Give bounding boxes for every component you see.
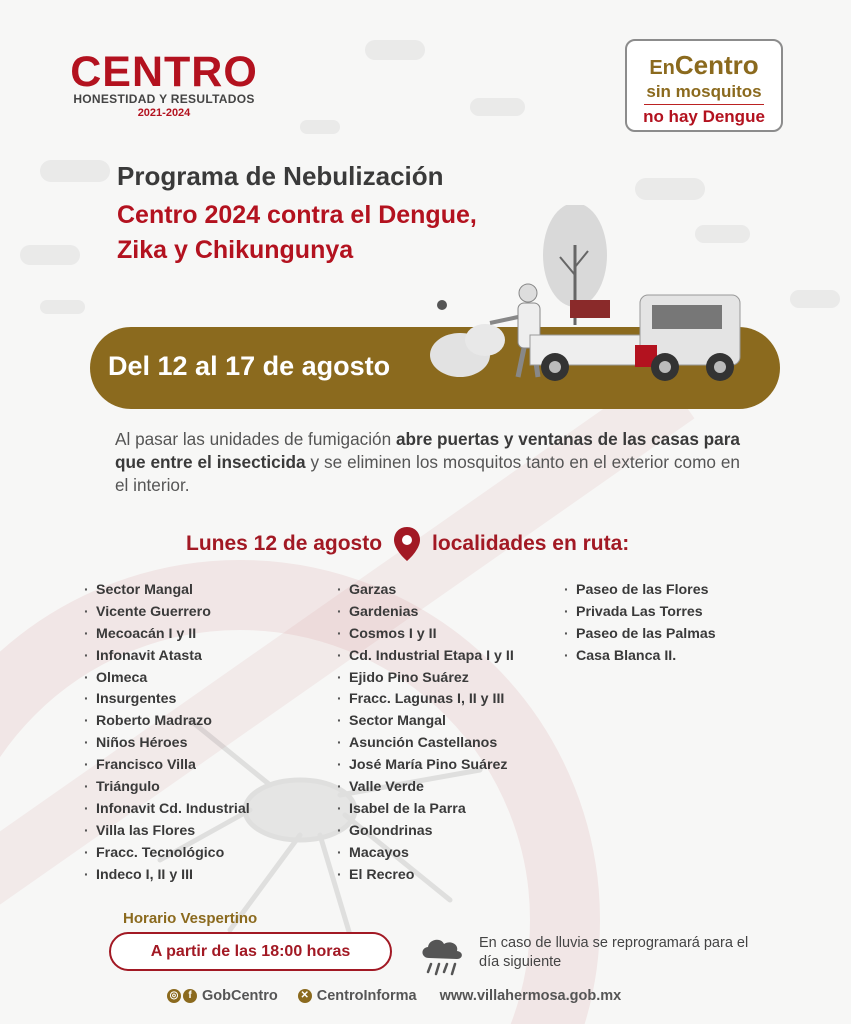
background-cloud (635, 178, 705, 200)
logo-years: 2021-2024 (137, 107, 191, 119)
list-item: · Mecoacán I y II (84, 624, 250, 646)
x-icon: ✕ (298, 989, 312, 1003)
list-item: · Macayos (337, 843, 514, 865)
localities-column-3 (564, 580, 716, 668)
badge-line3: no hay Dengue (643, 107, 765, 126)
dates-banner-text: Del 12 al 17 de agosto (108, 351, 391, 381)
footer (167, 988, 641, 1004)
list-item: · Olmeca (84, 668, 250, 690)
list-item: · Infonavit Cd. Industrial (84, 799, 250, 821)
rain-notice: En caso de lluvia se reprogramará para el día siguiente (479, 935, 749, 970)
website-url: www.villahermosa.gob.mx (439, 988, 622, 1004)
list-item: · Paseo de las Palmas (564, 624, 716, 646)
localities-column-2 (337, 580, 514, 886)
list-item: · Infonavit Atasta (84, 646, 250, 668)
route-header (186, 524, 686, 564)
logo-wordmark: CENTRO (70, 48, 258, 96)
list-item: · Fracc. Lagunas I, II y III (337, 689, 514, 711)
schedule-title: Horario Vespertino (123, 910, 258, 927)
list-item: · Cd. Industrial Etapa I y II (337, 646, 514, 668)
schedule-time: A partir de las 18:00 horas (109, 932, 392, 971)
program-title: Programa de Nebulización (117, 161, 444, 191)
badge-line1: EnCentro (649, 50, 759, 80)
background-cloud (365, 40, 425, 60)
list-item: · Fracc. Tecnológico (84, 843, 250, 865)
list-item: · Niños Héroes (84, 733, 250, 755)
list-item: · Triángulo (84, 777, 250, 799)
instagram-icon: ◎ (167, 989, 181, 1003)
fumigation-truck-illustration (420, 205, 760, 395)
website-link[interactable] (437, 988, 622, 1004)
list-item: · Ejido Pino Suárez (337, 668, 514, 690)
list-item: · Valle Verde (337, 777, 514, 799)
rain-cloud-icon (417, 932, 467, 978)
list-item: · Casa Blanca II. (564, 646, 716, 668)
logo-tagline: HONESTIDAD Y RESULTADOS (73, 92, 255, 106)
background-cloud (20, 245, 80, 265)
social-centroinforma[interactable] (298, 988, 417, 1004)
route-label: localidades en ruta: (432, 532, 630, 555)
program-subtitle: Centro 2024 contra el Dengue, Zika y Chikungunya (117, 201, 477, 264)
background-cloud (40, 300, 85, 314)
badge-line2: sin mosquitos (644, 82, 763, 105)
list-item: · Isabel de la Parra (337, 799, 514, 821)
list-item: · Cosmos I y II (337, 624, 514, 646)
list-item: · Sector Mangal (337, 711, 514, 733)
social-handle: CentroInforma (316, 988, 417, 1004)
location-pin-icon (392, 526, 422, 562)
facebook-icon: f (183, 989, 197, 1003)
list-item: · Privada Las Torres (564, 602, 716, 624)
campaign-badge (625, 39, 783, 132)
localities-column-1 (84, 580, 250, 886)
list-item: · El Recreo (337, 865, 514, 887)
list-item: · José María Pino Suárez (337, 755, 514, 777)
social-handle: GobCentro (202, 988, 278, 1004)
centro-logo (66, 48, 262, 119)
list-item: · Garzas (337, 580, 514, 602)
list-item: · Insurgentes (84, 689, 250, 711)
route-day: Lunes 12 de agosto (186, 532, 383, 555)
list-item: · Vicente Guerrero (84, 602, 250, 624)
list-item: · Francisco Villa (84, 755, 250, 777)
list-item: · Paseo de las Flores (564, 580, 716, 602)
list-item: · Roberto Madrazo (84, 711, 250, 733)
background-cloud (300, 120, 340, 134)
background-cloud (40, 160, 110, 182)
list-item: · Asunción Castellanos (337, 733, 514, 755)
background-cloud (790, 290, 840, 308)
social-gobcentro[interactable] (167, 988, 278, 1004)
list-item: · Sector Mangal (84, 580, 250, 602)
list-item: · Gardenias (337, 602, 514, 624)
list-item: · Golondrinas (337, 821, 514, 843)
list-item: · Indeco I, II y III (84, 865, 250, 887)
list-item: · Villa las Flores (84, 821, 250, 843)
background-cloud (470, 98, 525, 116)
fumigation-instructions: Al pasar las unidades de fumigación abre puertas y ventanas de las casas para que entre el insecticida y se eliminen los mosquitos tanto en el exterior como en el interior. (115, 429, 740, 495)
